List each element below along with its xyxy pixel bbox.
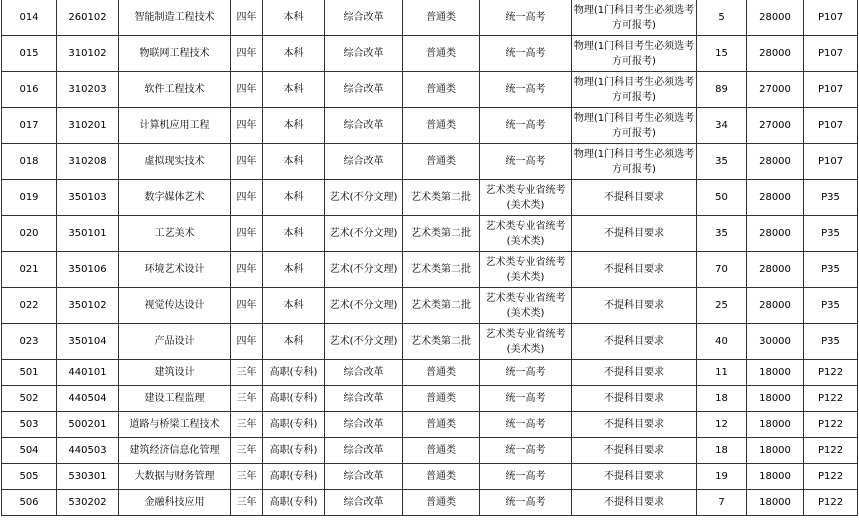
cell-tuition: 28000 [747, 0, 804, 36]
cell-code: 501 [2, 360, 57, 386]
cell-category: 综合改革 [325, 108, 403, 144]
cell-subject-requirement: 不提科目要求 [572, 180, 697, 216]
cell-level: 高职(专科) [263, 386, 325, 412]
cell-subject-requirement: 不提科目要求 [572, 412, 697, 438]
cell-subject-requirement: 不提科目要求 [572, 360, 697, 386]
cell-duration: 四年 [231, 108, 263, 144]
cell-exam-type: 统一高考 [480, 36, 572, 72]
cell-exam-type: 统一高考 [480, 144, 572, 180]
cell-quota: 50 [697, 180, 747, 216]
cell-page: P107 [804, 108, 858, 144]
cell-duration: 三年 [231, 490, 263, 516]
cell-major-name: 智能制造工程技术 [119, 0, 231, 36]
cell-subject-requirement: 物理(1门科目考生必须选考方可报考) [572, 36, 697, 72]
cell-quota: 19 [697, 464, 747, 490]
cell-major-name: 物联网工程技术 [119, 36, 231, 72]
cell-exam-type: 艺术类专业省统考(美术类) [480, 252, 572, 288]
cell-major-name: 虚拟现实技术 [119, 144, 231, 180]
cell-quota: 70 [697, 252, 747, 288]
cell-page: P107 [804, 0, 858, 36]
cell-exam-type: 统一高考 [480, 0, 572, 36]
cell-exam-type: 艺术类专业省统考(美术类) [480, 216, 572, 252]
table-row [2, 490, 858, 516]
cell-quota: 89 [697, 72, 747, 108]
cell-page: P35 [804, 180, 858, 216]
cell-quota: 11 [697, 360, 747, 386]
cell-major-code: 530202 [57, 490, 119, 516]
cell-batch: 普通类 [403, 464, 480, 490]
cell-major-code: 350104 [57, 324, 119, 360]
cell-batch: 普通类 [403, 412, 480, 438]
cell-category: 艺术(不分文理) [325, 180, 403, 216]
cell-batch: 艺术类第二批 [403, 252, 480, 288]
cell-duration: 四年 [231, 72, 263, 108]
cell-exam-type: 统一高考 [480, 72, 572, 108]
cell-level: 高职(专科) [263, 490, 325, 516]
cell-page: P122 [804, 490, 858, 516]
cell-tuition: 28000 [747, 144, 804, 180]
cell-major-code: 310203 [57, 72, 119, 108]
cell-category: 艺术(不分文理) [325, 216, 403, 252]
cell-category: 艺术(不分文理) [325, 288, 403, 324]
cell-duration: 三年 [231, 360, 263, 386]
cell-tuition: 18000 [747, 412, 804, 438]
cell-code: 506 [2, 490, 57, 516]
cell-major-code: 440101 [57, 360, 119, 386]
cell-tuition: 18000 [747, 464, 804, 490]
cell-code: 505 [2, 464, 57, 490]
cell-code: 019 [2, 180, 57, 216]
cell-tuition: 18000 [747, 490, 804, 516]
cell-level: 本科 [263, 216, 325, 252]
cell-subject-requirement: 不提科目要求 [572, 464, 697, 490]
table-row [2, 36, 858, 72]
cell-batch: 艺术类第二批 [403, 216, 480, 252]
cell-batch: 艺术类第二批 [403, 324, 480, 360]
cell-major-name: 软件工程技术 [119, 72, 231, 108]
cell-category: 综合改革 [325, 438, 403, 464]
cell-major-name: 环境艺术设计 [119, 252, 231, 288]
table-row [2, 386, 858, 412]
cell-exam-type: 统一高考 [480, 108, 572, 144]
cell-batch: 普通类 [403, 108, 480, 144]
cell-subject-requirement: 不提科目要求 [572, 252, 697, 288]
cell-quota: 5 [697, 0, 747, 36]
enrollment-plan-table [1, 0, 858, 516]
cell-batch: 艺术类第二批 [403, 288, 480, 324]
cell-subject-requirement: 物理(1门科目考生必须选考方可报考) [572, 108, 697, 144]
cell-code: 502 [2, 386, 57, 412]
cell-exam-type: 统一高考 [480, 438, 572, 464]
cell-page: P35 [804, 216, 858, 252]
cell-code: 018 [2, 144, 57, 180]
cell-major-code: 310102 [57, 36, 119, 72]
cell-level: 本科 [263, 180, 325, 216]
cell-quota: 34 [697, 108, 747, 144]
cell-major-code: 530301 [57, 464, 119, 490]
cell-exam-type: 艺术类专业省统考(美术类) [480, 288, 572, 324]
cell-batch: 艺术类第二批 [403, 180, 480, 216]
cell-level: 本科 [263, 144, 325, 180]
cell-level: 本科 [263, 288, 325, 324]
cell-code: 021 [2, 252, 57, 288]
cell-exam-type: 统一高考 [480, 464, 572, 490]
cell-duration: 三年 [231, 386, 263, 412]
cell-code: 015 [2, 36, 57, 72]
cell-quota: 15 [697, 36, 747, 72]
cell-level: 本科 [263, 252, 325, 288]
table-row [2, 360, 858, 386]
cell-quota: 35 [697, 144, 747, 180]
cell-tuition: 18000 [747, 386, 804, 412]
table-row [2, 438, 858, 464]
cell-quota: 40 [697, 324, 747, 360]
cell-category: 综合改革 [325, 36, 403, 72]
cell-level: 本科 [263, 324, 325, 360]
cell-tuition: 28000 [747, 252, 804, 288]
cell-exam-type: 统一高考 [480, 386, 572, 412]
cell-subject-requirement: 物理(1门科目考生必须选考方可报考) [572, 72, 697, 108]
cell-major-name: 金融科技应用 [119, 490, 231, 516]
cell-batch: 普通类 [403, 72, 480, 108]
cell-major-name: 计算机应用工程 [119, 108, 231, 144]
cell-code: 016 [2, 72, 57, 108]
cell-duration: 四年 [231, 144, 263, 180]
cell-exam-type: 艺术类专业省统考(美术类) [480, 180, 572, 216]
cell-level: 本科 [263, 0, 325, 36]
cell-batch: 普通类 [403, 386, 480, 412]
cell-quota: 18 [697, 438, 747, 464]
cell-subject-requirement: 不提科目要求 [572, 324, 697, 360]
cell-subject-requirement: 物理(1门科目考生必须选考方可报考) [572, 144, 697, 180]
cell-duration: 四年 [231, 0, 263, 36]
cell-quota: 25 [697, 288, 747, 324]
cell-duration: 四年 [231, 288, 263, 324]
cell-tuition: 28000 [747, 180, 804, 216]
cell-batch: 普通类 [403, 438, 480, 464]
cell-exam-type: 艺术类专业省统考(美术类) [480, 324, 572, 360]
cell-major-name: 视觉传达设计 [119, 288, 231, 324]
cell-level: 高职(专科) [263, 360, 325, 386]
cell-tuition: 18000 [747, 438, 804, 464]
cell-code: 023 [2, 324, 57, 360]
cell-major-name: 建设工程监理 [119, 386, 231, 412]
cell-tuition: 27000 [747, 72, 804, 108]
cell-major-name: 数字媒体艺术 [119, 180, 231, 216]
cell-batch: 普通类 [403, 36, 480, 72]
cell-page: P35 [804, 288, 858, 324]
cell-exam-type: 统一高考 [480, 412, 572, 438]
cell-category: 综合改革 [325, 72, 403, 108]
cell-page: P122 [804, 412, 858, 438]
cell-exam-type: 统一高考 [480, 490, 572, 516]
cell-subject-requirement: 不提科目要求 [572, 386, 697, 412]
table-row [2, 0, 858, 36]
cell-page: P35 [804, 252, 858, 288]
cell-batch: 普通类 [403, 360, 480, 386]
cell-duration: 四年 [231, 216, 263, 252]
cell-code: 022 [2, 288, 57, 324]
cell-major-code: 350103 [57, 180, 119, 216]
cell-category: 综合改革 [325, 0, 403, 36]
cell-major-code: 260102 [57, 0, 119, 36]
cell-duration: 四年 [231, 324, 263, 360]
cell-duration: 三年 [231, 464, 263, 490]
cell-major-code: 350101 [57, 216, 119, 252]
table-body [2, 0, 858, 516]
table-row [2, 108, 858, 144]
cell-code: 504 [2, 438, 57, 464]
cell-major-code: 310208 [57, 144, 119, 180]
cell-page: P122 [804, 438, 858, 464]
table-row [2, 412, 858, 438]
cell-major-code: 350106 [57, 252, 119, 288]
cell-category: 艺术(不分文理) [325, 252, 403, 288]
cell-page: P122 [804, 360, 858, 386]
cell-duration: 三年 [231, 412, 263, 438]
cell-major-code: 350102 [57, 288, 119, 324]
cell-code: 014 [2, 0, 57, 36]
cell-major-code: 440503 [57, 438, 119, 464]
cell-level: 本科 [263, 108, 325, 144]
cell-subject-requirement: 不提科目要求 [572, 438, 697, 464]
table-row [2, 288, 858, 324]
cell-category: 艺术(不分文理) [325, 324, 403, 360]
cell-code: 017 [2, 108, 57, 144]
table-row [2, 72, 858, 108]
cell-subject-requirement: 不提科目要求 [572, 490, 697, 516]
cell-tuition: 30000 [747, 324, 804, 360]
cell-tuition: 28000 [747, 36, 804, 72]
cell-major-code: 310201 [57, 108, 119, 144]
cell-batch: 普通类 [403, 490, 480, 516]
cell-duration: 三年 [231, 438, 263, 464]
table-row [2, 216, 858, 252]
cell-category: 综合改革 [325, 464, 403, 490]
cell-page: P35 [804, 324, 858, 360]
cell-major-code: 500201 [57, 412, 119, 438]
cell-subject-requirement: 不提科目要求 [572, 216, 697, 252]
cell-tuition: 18000 [747, 360, 804, 386]
cell-category: 综合改革 [325, 386, 403, 412]
cell-category: 综合改革 [325, 360, 403, 386]
cell-page: P122 [804, 464, 858, 490]
cell-page: P107 [804, 144, 858, 180]
cell-major-code: 440504 [57, 386, 119, 412]
cell-batch: 普通类 [403, 0, 480, 36]
cell-quota: 7 [697, 490, 747, 516]
cell-subject-requirement: 不提科目要求 [572, 288, 697, 324]
cell-category: 综合改革 [325, 412, 403, 438]
cell-category: 综合改革 [325, 144, 403, 180]
cell-subject-requirement: 物理(1门科目考生必须选考方可报考) [572, 0, 697, 36]
table-row [2, 464, 858, 490]
cell-duration: 四年 [231, 36, 263, 72]
cell-duration: 四年 [231, 252, 263, 288]
cell-tuition: 28000 [747, 216, 804, 252]
cell-page: P107 [804, 36, 858, 72]
cell-page: P122 [804, 386, 858, 412]
table-row [2, 144, 858, 180]
cell-major-name: 产品设计 [119, 324, 231, 360]
cell-category: 综合改革 [325, 490, 403, 516]
cell-level: 本科 [263, 72, 325, 108]
table-row [2, 252, 858, 288]
cell-major-name: 建筑经济信息化管理 [119, 438, 231, 464]
cell-page: P107 [804, 72, 858, 108]
table-row [2, 180, 858, 216]
cell-major-name: 建筑设计 [119, 360, 231, 386]
cell-code: 020 [2, 216, 57, 252]
cell-code: 503 [2, 412, 57, 438]
cell-major-name: 大数据与财务管理 [119, 464, 231, 490]
cell-batch: 普通类 [403, 144, 480, 180]
cell-duration: 四年 [231, 180, 263, 216]
cell-major-name: 道路与桥梁工程技术 [119, 412, 231, 438]
cell-level: 本科 [263, 36, 325, 72]
cell-level: 高职(专科) [263, 438, 325, 464]
cell-major-name: 工艺美术 [119, 216, 231, 252]
cell-tuition: 27000 [747, 108, 804, 144]
cell-exam-type: 统一高考 [480, 360, 572, 386]
table-row [2, 324, 858, 360]
cell-level: 高职(专科) [263, 412, 325, 438]
cell-quota: 12 [697, 412, 747, 438]
cell-quota: 35 [697, 216, 747, 252]
cell-level: 高职(专科) [263, 464, 325, 490]
cell-tuition: 28000 [747, 288, 804, 324]
cell-quota: 18 [697, 386, 747, 412]
